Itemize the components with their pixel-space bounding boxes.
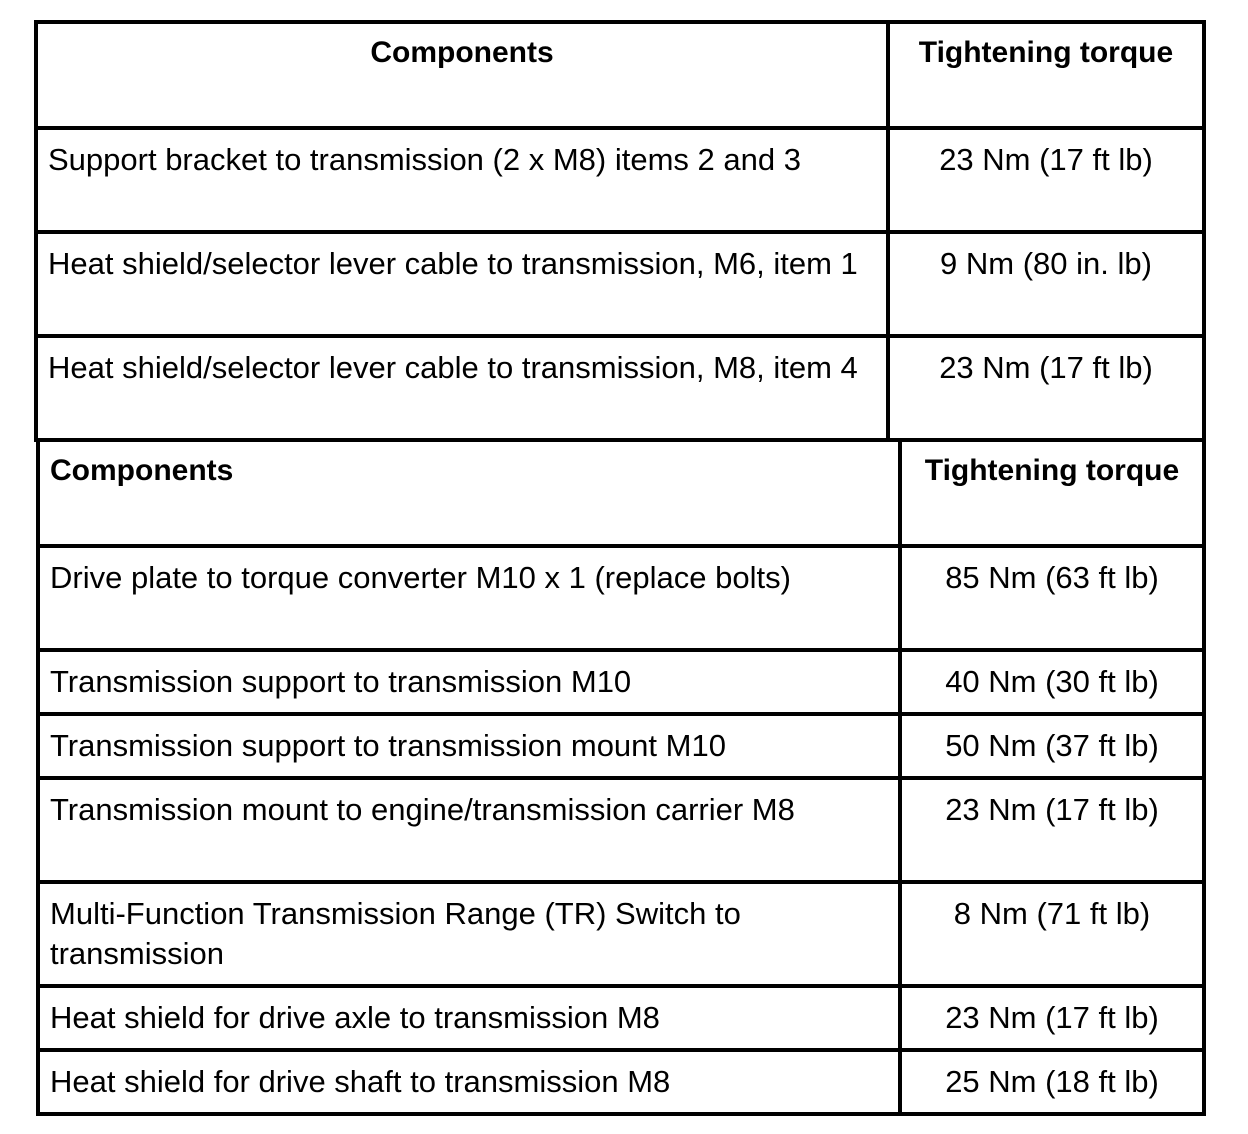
component-cell: Heat shield for drive shaft to transmission M8 [38, 1050, 900, 1114]
table-row [36, 232, 1204, 336]
torque-cell: 9 Nm (80 in. lb) [888, 232, 1204, 336]
torque-table-1 [34, 20, 1206, 442]
torque-table-2 [36, 438, 1206, 1116]
component-cell: Transmission mount to engine/transmission carrier M8 [38, 778, 900, 882]
component-cell: Transmission support to transmission M10 [38, 650, 900, 714]
torque-cell: 23 Nm (17 ft lb) [900, 778, 1204, 882]
table-row [36, 336, 1204, 440]
table-header-row [38, 440, 1204, 546]
component-cell: Drive plate to torque converter M10 x 1 (replace bolts) [38, 546, 900, 650]
torque-cell: 85 Nm (63 ft lb) [900, 546, 1204, 650]
torque-cell: 23 Nm (17 ft lb) [888, 128, 1204, 232]
component-cell: Heat shield for drive axle to transmission M8 [38, 986, 900, 1050]
table-row [38, 650, 1204, 714]
torque-header: Tightening torque [888, 22, 1204, 128]
table-row [38, 778, 1204, 882]
component-cell: Transmission support to transmission mount M10 [38, 714, 900, 778]
torque-cell: 23 Nm (17 ft lb) [900, 986, 1204, 1050]
table-row [38, 1050, 1204, 1114]
component-cell: Support bracket to transmission (2 x M8) items 2 and 3 [36, 128, 888, 232]
table-row [38, 714, 1204, 778]
torque-cell: 25 Nm (18 ft lb) [900, 1050, 1204, 1114]
torque-cell: 23 Nm (17 ft lb) [888, 336, 1204, 440]
torque-cell: 50 Nm (37 ft lb) [900, 714, 1204, 778]
component-cell: Heat shield/selector lever cable to transmission, M6, item 1 [36, 232, 888, 336]
torque-cell: 40 Nm (30 ft lb) [900, 650, 1204, 714]
table-header-row [36, 22, 1204, 128]
components-header: Components [36, 22, 888, 128]
torque-cell: 8 Nm (71 ft lb) [900, 882, 1204, 986]
torque-header: Tightening torque [900, 440, 1204, 546]
table-row [38, 986, 1204, 1050]
table-row [36, 128, 1204, 232]
components-header: Components [38, 440, 900, 546]
table-row [38, 882, 1204, 986]
table-row [38, 546, 1204, 650]
component-cell: Heat shield/selector lever cable to transmission, M8, item 4 [36, 336, 888, 440]
component-cell: Multi-Function Transmission Range (TR) Switch to transmission [38, 882, 900, 986]
